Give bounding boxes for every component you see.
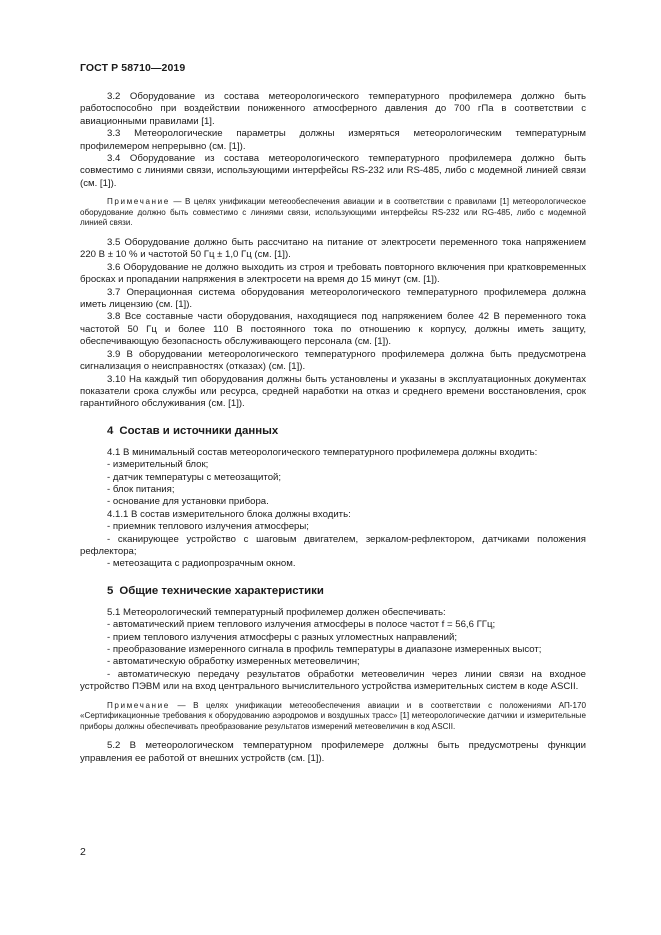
list-item: - автоматическую обработку измеренных метеовеличин; — [107, 656, 360, 668]
list-item: - датчик температуры с метеозащитой; — [107, 471, 282, 483]
list-item: - прием теплового излучения атмосферы с разных угломестных направлений; — [107, 631, 458, 643]
note-1-text: — В целях унификации метеообеспечения авиации и в соответствии с правилами [1] метеорологическое оборудование должно быть совместимо с линиями связи, использующими интерфейсы RS-232 или RG-485, либо с модемной линией связи. — [80, 197, 586, 228]
document-body — [80, 91, 586, 765]
page-number: 2 — [80, 846, 86, 858]
list-item: - основание для установки прибора. — [107, 496, 269, 508]
list-item: - автоматический прием теплового излучения атмосферы в полосе частот f = 56,6 ГГц; — [107, 619, 496, 631]
section-5-number: 5 — [107, 584, 114, 597]
clause-3-2: 3.2 Оборудование из состава метеорологического температурного профилемера должно быть работоспособно при воздействии пониженного атмосферного давления до 700 гПа в соответствии с авиационными правилами [1]. — [80, 91, 586, 127]
clause-4-1: 4.1 В минимальный состав метеорологического температурного профилемера должны входить: — [107, 446, 538, 458]
list-item: - приемник теплового излучения атмосферы; — [107, 521, 309, 533]
clause-3-6: 3.6 Оборудование не должно выходить из строя и требовать повторного включения при кратковременных бросках и пропадании напряжения в электросети на время до 15 минут (см. [1]). — [80, 261, 586, 286]
section-5-heading — [107, 584, 586, 598]
note-2 — [80, 701, 586, 733]
section-4-title: Состав и источники данных — [119, 424, 279, 437]
list-item: - автоматическую передачу результатов обработки метеовеличин через линии связи на входное устройство ПЭВМ или на вход центрального вычислительного устройства измерительных систем в коде ASCII. — [80, 668, 586, 693]
list-item: - измерительный блок; — [107, 459, 209, 471]
note-1-label: Примечание — [107, 197, 170, 207]
clause-3-10: 3.10 На каждый тип оборудования должны быть установлены и указаны в эксплуатационных документах показатели срока службы или ресурса, средней наработки на отказ и среднего времени восстановления, срок гарантийного обслуживания (см. [1]). — [80, 373, 586, 410]
section-5-title: Общие технические характеристики — [119, 584, 324, 597]
list-item: - сканирующее устройство с шаговым двигателем, зеркалом-рефлектором, датчиками положения рефлектора; — [80, 533, 586, 557]
list-item: - метеозащита с радиопрозрачным окном. — [107, 558, 296, 570]
clause-3-3: 3.3 Метеорологические параметры должны измеряться метеорологическим температурным профилемером непрерывно (см. [1]). — [80, 128, 586, 152]
note-1 — [80, 197, 586, 229]
list-item: - преобразование измеренного сигнала в профиль температуры в диапазоне измеренных высот; — [107, 644, 542, 655]
clause-5-2: 5.2 В метеорологическом температурном профилемере должны быть предусмотрены функции управления ее работой от внешних устройств (см. [1]). — [80, 740, 586, 764]
clause-4-1-1: 4.1.1 В состав измерительного блока должны входить: — [107, 508, 351, 520]
note-2-text: — В целях унификации метеообеспечения авиации и в соответствии с положениями АП-170 «Сертификационные требования к оборудованию аэродромов и воздушных трасс» [1] метеорологические датчики и измерительные приборы должны обеспечивать преобразование результатов измерений метеовеличин в код ASCII. — [80, 700, 586, 731]
document-header: ГОСТ Р 58710—2019 — [80, 62, 186, 74]
list-item: - блок питания; — [107, 483, 175, 495]
clause-3-5: 3.5 Оборудование должно быть рассчитано на питание от электросети переменного тока напряжением 220 В ± 10 % и частотой 50 Гц ± 1,0 Гц (см. [1]). — [80, 237, 586, 261]
clause-3-7: 3.7 Операционная система оборудования метеорологического температурного профилемера должна иметь лицензию (см. [1]). — [80, 286, 586, 311]
clause-3-8: 3.8 Все составные части оборудования, находящиеся под напряжением более 42 В переменного тока частотой 50 Гц и более 110 В постоянного тока по отношению к корпусу, должны иметь защиту, обеспечивающую безопасность обслуживающего персонала (см. [1]). — [80, 311, 586, 348]
section-4-number: 4 — [107, 424, 114, 437]
section-4-heading — [107, 424, 586, 438]
clause-3-9: 3.9 В оборудовании метеорологического температурного профилемера должна быть предусмотрена сигнализация о неисправностях (отказах) (см. [1]). — [80, 348, 586, 373]
clause-5-1: 5.1 Метеорологический температурный профилемер должен обеспечивать: — [107, 606, 446, 618]
clause-3-4: 3.4 Оборудование из состава метеорологического температурного профилемера должно быть совместимо с линиями связи, использующими интерфейсы RS-232 или RS-485, либо с модемной линией связи (см. [1]). — [80, 153, 586, 189]
note-2-label: Примечание — [107, 700, 170, 710]
